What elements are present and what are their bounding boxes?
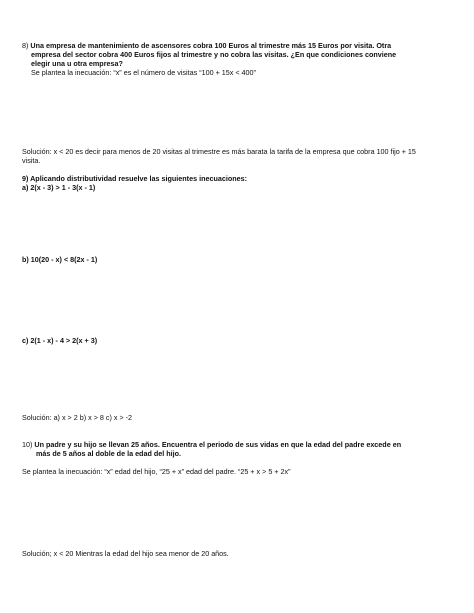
problem-10-number: 10) <box>22 440 33 449</box>
problem-10-line-1 <box>22 440 401 449</box>
problem-8-number: 8) <box>22 41 29 50</box>
problem-9-title: 9) Aplicando distributividad resuelve las siguientes inecuaciones: <box>22 174 248 183</box>
problem-9-part-c: c) 2(1 - x) - 4 > 2(x + 3) <box>22 336 98 345</box>
problem-9-part-b: b) 10(20 - x) < 8(2x - 1) <box>22 255 98 264</box>
problem-8-solution-line-1: Solución: x < 20 es decir para menos de 20 visitas al trimestre es más barata la tarifa de la empresa que cobra 100 fijo + 15 <box>22 147 416 156</box>
problem-10-solution: Solución; x < 20 Mientras la edad del hijo sea menor de 20 años. <box>22 549 229 558</box>
problem-9-solution: Solución: a) x > 2 b) x > 8 c) x > -2 <box>22 413 133 422</box>
problem-8-text-1: Una empresa de mantenimiento de ascensores cobra 100 Euros al trimestre más 15 Euros por visita. Otra <box>30 41 392 50</box>
problem-8-setup: Se plantea la inecuación: “x” es el número de visitas “100 + 15x < 400” <box>31 68 256 77</box>
problem-10-text-1: Un padre y su hijo se llevan 25 años. Encuentra el periodo de sus vidas en que la edad del padre excede en <box>34 440 402 449</box>
problem-10-line-2: más de 5 años al doble de la edad del hijo. <box>36 449 181 458</box>
problem-8-line-2: empresa del sector cobra 400 Euros fijos al trimestre y no cobra las visitas. ¿En que condiciones conviene <box>31 50 397 59</box>
problem-8-line-3: elegir una u otra empresa? <box>31 59 123 68</box>
problem-9-part-a: a) 2(x - 3) > 1 - 3(x - 1) <box>22 183 96 192</box>
problem-10-setup: Se plantea la inecuación: “x” edad del hijo, “25 + x” edad del padre. “25 + x > 5 + 2x” <box>22 467 291 476</box>
problem-8-line-1 <box>22 41 391 50</box>
problem-8-solution-line-2: visita. <box>22 156 41 165</box>
